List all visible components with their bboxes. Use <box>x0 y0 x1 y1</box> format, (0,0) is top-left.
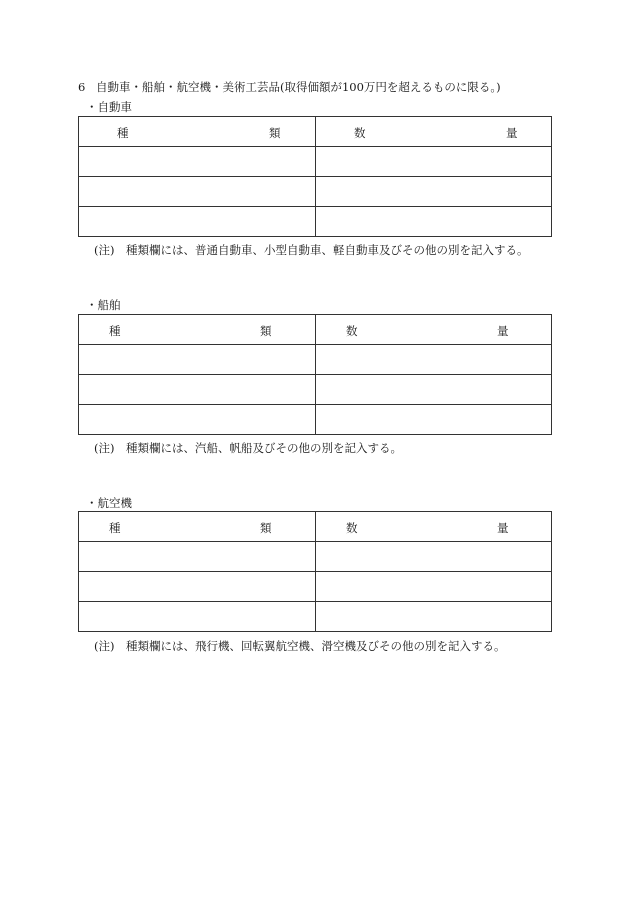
quantity-cell[interactable] <box>316 207 552 237</box>
section-label-automobile: ・自動車 <box>86 100 132 114</box>
header-char: 量 <box>497 521 509 535</box>
automobile-table <box>78 116 552 237</box>
quantity-cell[interactable] <box>316 542 552 572</box>
aircraft-table <box>78 511 552 632</box>
table-row <box>79 602 552 632</box>
section-label-ship: ・船舶 <box>86 298 121 312</box>
type-cell[interactable] <box>79 207 316 237</box>
header-char: 数 <box>354 126 366 140</box>
ship-table <box>78 314 552 435</box>
header-char: 数 <box>346 521 358 535</box>
note-tag: (注) <box>94 441 115 455</box>
note-text: 種類欄には、汽船、帆船及びその他の別を記入する。 <box>126 441 402 455</box>
table-header-row <box>79 117 552 147</box>
header-char: 類 <box>260 324 272 338</box>
type-cell[interactable] <box>79 602 316 632</box>
header-char: 種 <box>117 126 129 140</box>
automobile-note <box>94 242 529 258</box>
section-label-aircraft: ・航空機 <box>86 496 132 510</box>
quantity-cell[interactable] <box>316 602 552 632</box>
header-char: 量 <box>497 324 509 338</box>
header-char: 数 <box>346 324 358 338</box>
heading-text: 自動車・船舶・航空機・美術工芸品(取得価額が100万円を超えるものに限る。) <box>96 80 501 94</box>
table-row <box>79 542 552 572</box>
type-cell[interactable] <box>79 405 316 435</box>
note-text: 種類欄には、普通自動車、小型自動車、軽自動車及びその他の別を記入する。 <box>126 243 529 257</box>
quantity-cell[interactable] <box>316 375 552 405</box>
quantity-cell[interactable] <box>316 405 552 435</box>
quantity-cell[interactable] <box>316 147 552 177</box>
quantity-cell[interactable] <box>316 177 552 207</box>
table-header-row <box>79 315 552 345</box>
type-column-header <box>79 117 316 147</box>
quantity-cell[interactable] <box>316 345 552 375</box>
header-char: 類 <box>269 126 281 140</box>
table-row <box>79 177 552 207</box>
table-row <box>79 572 552 602</box>
note-tag: (注) <box>94 639 115 653</box>
header-char: 類 <box>260 521 272 535</box>
quantity-column-header <box>316 315 552 345</box>
aircraft-note <box>94 638 506 654</box>
header-char: 量 <box>506 126 518 140</box>
table-row <box>79 375 552 405</box>
quantity-cell[interactable] <box>316 572 552 602</box>
table-header-row <box>79 512 552 542</box>
quantity-column-header <box>316 117 552 147</box>
type-cell[interactable] <box>79 147 316 177</box>
header-char: 種 <box>109 521 121 535</box>
page-heading <box>78 79 501 95</box>
type-column-header <box>79 512 316 542</box>
note-text: 種類欄には、飛行機、回転翼航空機、滑空機及びその他の別を記入する。 <box>126 639 506 653</box>
quantity-column-header <box>316 512 552 542</box>
note-tag: (注) <box>94 243 115 257</box>
table-row <box>79 147 552 177</box>
type-cell[interactable] <box>79 177 316 207</box>
table-row <box>79 345 552 375</box>
type-column-header <box>79 315 316 345</box>
type-cell[interactable] <box>79 345 316 375</box>
header-char: 種 <box>109 324 121 338</box>
type-cell[interactable] <box>79 572 316 602</box>
table-row <box>79 405 552 435</box>
type-cell[interactable] <box>79 375 316 405</box>
ship-note <box>94 440 402 456</box>
heading-number: 6 <box>78 80 86 94</box>
type-cell[interactable] <box>79 542 316 572</box>
table-row <box>79 207 552 237</box>
